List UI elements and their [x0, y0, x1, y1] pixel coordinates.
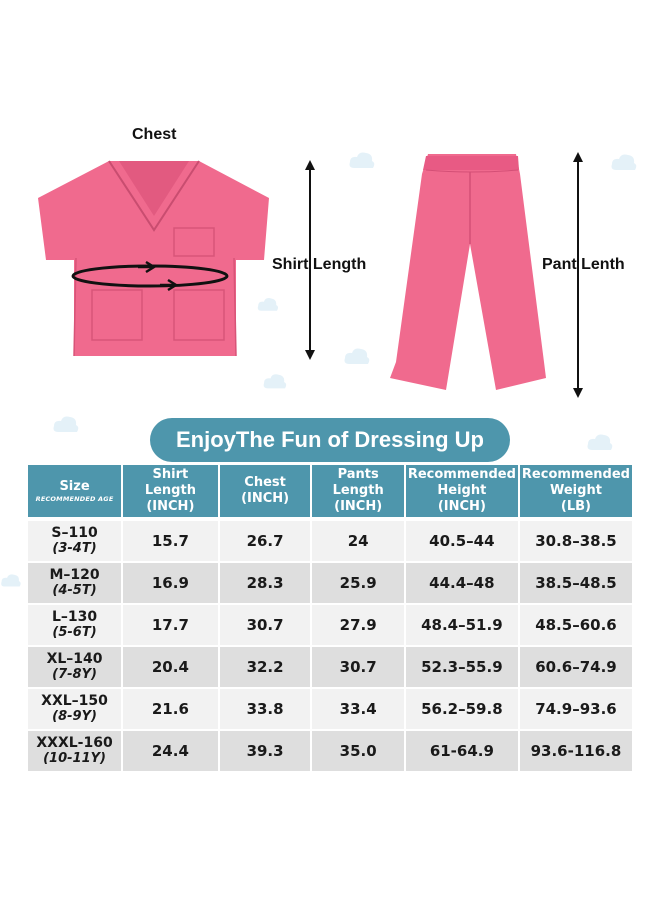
header-size-sublabel: RECOMMENDED AGE: [35, 494, 114, 503]
pants-cell: 35.0: [312, 731, 403, 773]
table-header-row: [28, 465, 632, 521]
table-row: [28, 731, 632, 773]
header-weight-label: Recommended Weight: [521, 467, 630, 498]
table-row: [28, 605, 632, 647]
header-chest: [220, 465, 311, 521]
header-height: [406, 465, 518, 521]
pants-cell: 24: [312, 521, 403, 563]
age-label: (8-9Y): [52, 709, 97, 724]
shirt-cell: 15.7: [123, 521, 218, 563]
header-chest-unit: (INCH): [241, 491, 290, 506]
weight-cell: 38.5–48.5: [520, 563, 632, 605]
age-label: (4-5T): [52, 583, 97, 598]
chest-cell: 28.3: [220, 563, 311, 605]
size-chart-body: [28, 521, 632, 773]
table-row: [28, 521, 632, 563]
height-cell: 61-64.9: [406, 731, 518, 773]
height-cell: 48.4–51.9: [406, 605, 518, 647]
header-chest-label: Chest: [244, 475, 286, 490]
cloud-decoration: [342, 346, 372, 368]
size-cell: [28, 689, 121, 731]
weight-cell: 93.6-116.8: [520, 731, 632, 773]
chest-cell: 32.2: [220, 647, 311, 689]
age-label: (5-6T): [52, 625, 97, 640]
pants-cell: 25.9: [312, 563, 403, 605]
size-label: M–120: [49, 567, 100, 583]
size-cell: [28, 521, 121, 563]
height-cell: 44.4–48: [406, 563, 518, 605]
cloud-decoration: [586, 432, 614, 454]
header-weight: [520, 465, 632, 521]
chest-cell: 30.7: [220, 605, 311, 647]
shirt-length-label: Shirt Length: [272, 256, 367, 273]
chest-label: Chest: [132, 126, 177, 143]
shirt-image: [34, 158, 274, 358]
height-cell: 40.5–44: [406, 521, 518, 563]
height-cell: 56.2–59.8: [406, 689, 518, 731]
chest-cell: 33.8: [220, 689, 311, 731]
size-label: XXL–150: [41, 693, 108, 709]
pant-length-arrow: [570, 152, 586, 398]
header-shirt-length: [123, 465, 218, 521]
chest-cell: 39.3: [220, 731, 311, 773]
cloud-decoration: [0, 572, 22, 590]
shirt-cell: 20.4: [123, 647, 218, 689]
age-label: (10-11Y): [43, 751, 106, 766]
header-height-label: Recommended Height: [407, 467, 516, 498]
pants-image: [386, 152, 556, 394]
weight-cell: 60.6–74.9: [520, 647, 632, 689]
size-label: S–110: [51, 525, 98, 541]
age-label: (7-8Y): [52, 667, 97, 682]
table-row: [28, 563, 632, 605]
size-cell: [28, 563, 121, 605]
header-size: [28, 465, 121, 521]
header-shirt-length-label: Shirt Length: [144, 467, 196, 498]
size-cell: [28, 647, 121, 689]
table-row: [28, 647, 632, 689]
height-cell: 52.3–55.9: [406, 647, 518, 689]
cloud-decoration: [348, 150, 376, 172]
header-shirt-length-unit: (INCH): [146, 499, 195, 514]
header-pants-length-unit: (INCH): [334, 499, 383, 514]
pant-length-label: Pant Lenth: [542, 256, 625, 273]
cloud-decoration: [52, 414, 80, 436]
header-pants-length-label: Pants Length: [332, 467, 384, 498]
weight-cell: 30.8–38.5: [520, 521, 632, 563]
header-height-unit: (INCH): [437, 499, 486, 514]
size-label: XL–140: [46, 651, 103, 667]
size-cell: [28, 605, 121, 647]
size-chart-table: [26, 465, 634, 773]
pants-cell: 30.7: [312, 647, 403, 689]
header-size-label: Size: [59, 478, 90, 494]
size-cell: [28, 731, 121, 773]
cloud-decoration: [262, 372, 288, 392]
pants-cell: 27.9: [312, 605, 403, 647]
cloud-decoration: [610, 152, 638, 174]
header-weight-unit: (LB): [560, 499, 591, 514]
shirt-cell: 16.9: [123, 563, 218, 605]
header-pants-length: [312, 465, 403, 521]
size-label: XXXL-160: [36, 735, 113, 751]
chest-cell: 26.7: [220, 521, 311, 563]
pants-cell: 33.4: [312, 689, 403, 731]
banner-title: EnjoyThe Fun of Dressing Up: [150, 418, 510, 462]
shirt-cell: 24.4: [123, 731, 218, 773]
weight-cell: 74.9–93.6: [520, 689, 632, 731]
age-label: (3-4T): [52, 541, 97, 556]
shirt-cell: 21.6: [123, 689, 218, 731]
table-row: [28, 689, 632, 731]
weight-cell: 48.5–60.6: [520, 605, 632, 647]
shirt-cell: 17.7: [123, 605, 218, 647]
size-label: L–130: [51, 609, 98, 625]
